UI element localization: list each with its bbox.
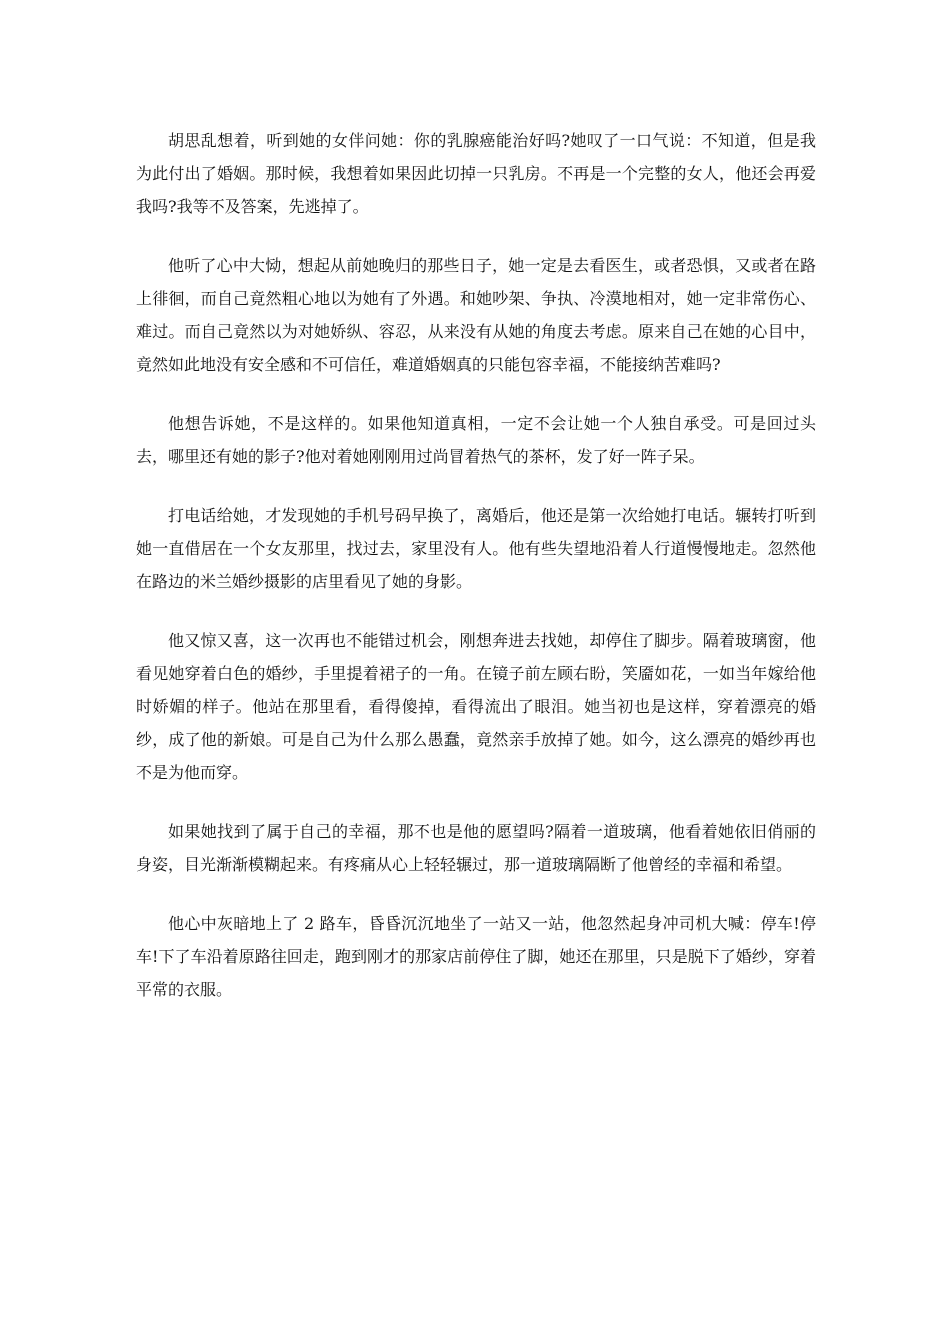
paragraph-7: 他心中灰暗地上了 2 路车，昏昏沉沉地坐了一站又一站，他忽然起身冲司机大喊：停车!停车!下了车沿着原路往回走，跑到刚才的那家店前停住了脚，她还在那里，只是脱下了婚纱，穿着平常的衣服。 <box>136 914 816 999</box>
paragraph-2: 他听了心中大恸，想起从前她晚归的那些日子，她一定是去看医生，或者恐惧，又或者在路上徘徊，而自己竟然粗心地以为她有了外遇。和她吵架、争执、冷漠地相对，她一定非常伤心、难过。而自己竟然以为对她娇纵、容忍，从来没有从她的角度去考虑。原来自己在她的心目中，竟然如此地没有安全感和不可信任，难道婚姻真的只能包容幸福，不能接纳苦难吗? <box>136 256 816 374</box>
document-body <box>136 124 816 1032</box>
paragraph-1: 胡思乱想着，听到她的女伴问她：你的乳腺癌能治好吗?她叹了一口气说：不知道，但是我为此付出了婚姻。那时候，我想着如果因此切掉一只乳房。不再是一个完整的女人，他还会再爱我吗?我等不及答案，先逃掉了。 <box>136 131 816 216</box>
paragraph-6: 如果她找到了属于自己的幸福，那不也是他的愿望吗?隔着一道玻璃，他看着她依旧俏丽的身姿，目光渐渐模糊起来。有疼痛从心上轻轻辗过，那一道玻璃隔断了他曾经的幸福和希望。 <box>136 822 816 874</box>
paragraph-4: 打电话给她，才发现她的手机号码早换了，离婚后，他还是第一次给她打电话。辗转打听到她一直借居在一个女友那里，找过去，家里没有人。他有些失望地沿着人行道慢慢地走。忽然他在路边的米兰婚纱摄影的店里看见了她的身影。 <box>136 506 816 591</box>
paragraph-3: 他想告诉她，不是这样的。如果他知道真相，一定不会让她一个人独自承受。可是回过头去，哪里还有她的影子?他对着她刚刚用过尚冒着热气的茶杯，发了好一阵子呆。 <box>136 414 816 466</box>
paragraph-5: 他又惊又喜，这一次再也不能错过机会，刚想奔进去找她，却停住了脚步。隔着玻璃窗，他看见她穿着白色的婚纱，手里提着裙子的一角。在镜子前左顾右盼，笑靥如花，一如当年嫁给他时娇媚的样子。他站在那里看，看得傻掉，看得流出了眼泪。她当初也是这样，穿着漂亮的婚纱，成了他的新娘。可是自己为什么那么愚蠢，竟然亲手放掉了她。如今，这么漂亮的婚纱再也不是为他而穿。 <box>136 631 816 782</box>
